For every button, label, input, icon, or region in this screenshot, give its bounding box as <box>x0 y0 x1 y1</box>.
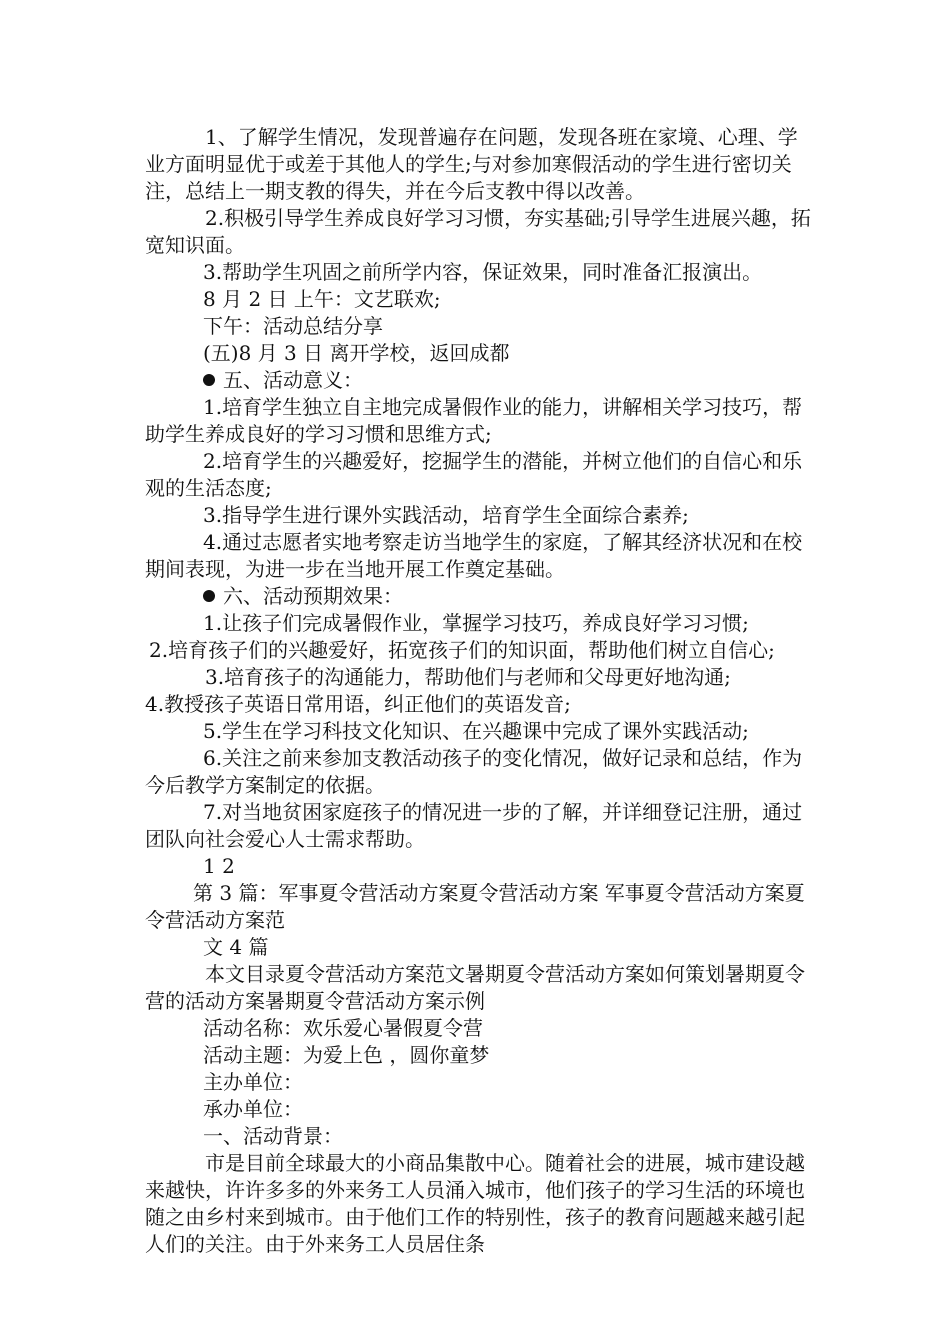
paragraph: 2.培育学生的兴趣爱好，挖掘学生的潜能，并树立他们的自信心和乐观的生活态度; <box>145 449 803 500</box>
paragraph <box>145 367 815 394</box>
paragraph: 本文目录夏令营活动方案范文暑期夏令营活动方案如何策划暑期夏令营的活动方案暑期夏令营活动方案示例 <box>145 962 805 1013</box>
paragraph: 5.学生在学习科技文化知识、在兴趣课中完成了课外实践活动; <box>203 719 749 743</box>
paragraph-text: 六、活动预期效果： <box>223 584 403 608</box>
paragraph: 1.让孩子们完成暑假作业，掌握学习技巧，养成良好学习习惯; <box>203 611 749 635</box>
document-body <box>145 124 815 1258</box>
paragraph: 市是目前全球最大的小商品集散中心。随着社会的进展，城市建设越来越快，许许多多的外来务工人员涌入城市，他们孩子的学习生活的环境也随之由乡村来到城市。由于他们工作的特别性，孩子的教育问题越来越引起人们的关注。由于外来务工人员居住条 <box>145 1151 805 1256</box>
paragraph: 主办单位： <box>203 1070 303 1094</box>
paragraph: 活动名称：欢乐爱心暑假夏令营 <box>203 1016 483 1040</box>
paragraph: 2.积极引导学生养成良好学习习惯，夯实基础;引导学生进展兴趣，拓宽知识面。 <box>145 206 811 257</box>
paragraph: 2.培育孩子们的兴趣爱好，拓宽孩子们的知识面，帮助他们树立自信心; <box>149 638 775 662</box>
paragraph: 6.关注之前来参加支教活动孩子的变化情况，做好记录和总结，作为今后教学方案制定的依据。 <box>145 746 803 797</box>
paragraph: 一、活动背景： <box>203 1124 343 1148</box>
paragraph: 承办单位： <box>203 1097 303 1121</box>
paragraph: 下午：活动总结分享 <box>203 314 383 338</box>
paragraph: 3.帮助学生巩固之前所学内容，保证效果，同时准备汇报演出。 <box>203 260 763 284</box>
paragraph: 第 3 篇：军事夏令营活动方案夏令营活动方案 军事夏令营活动方案夏令营活动方案范 <box>145 881 805 932</box>
paragraph-text: 五、活动意义： <box>223 368 363 392</box>
paragraph: 4.通过志愿者实地考察走访当地学生的家庭，了解其经济状况和在校期间表现，为进一步在当地开展工作奠定基础。 <box>145 530 803 581</box>
paragraph: 3.培育孩子的沟通能力，帮助他们与老师和父母更好地沟通; <box>205 665 731 689</box>
paragraph: 1 2 <box>203 854 235 878</box>
paragraph: 7.对当地贫困家庭孩子的情况进一步的了解，并详细登记注册，通过团队向社会爱心人士需求帮助。 <box>145 800 803 851</box>
paragraph: 1.培育学生独立自主地完成暑假作业的能力，讲解相关学习技巧，帮助学生养成良好的学习习惯和思维方式; <box>145 395 803 446</box>
paragraph <box>145 583 815 610</box>
paragraph: 8 月 2 日 上午：文艺联欢; <box>203 287 441 311</box>
paragraph: 活动主题：为爱上色 ，圆你童梦 <box>203 1043 490 1067</box>
bullet-icon <box>203 374 215 386</box>
paragraph: 文 4 篇 <box>203 935 269 959</box>
paragraph: (五)8 月 3 日 离开学校，返回成都 <box>203 341 510 365</box>
bullet-icon <box>203 590 215 602</box>
paragraph: 4.教授孩子英语日常用语，纠正他们的英语发音; <box>145 692 571 716</box>
paragraph: 3.指导学生进行课外实践活动，培育学生全面综合素养; <box>203 503 689 527</box>
paragraph: 1、了解学生情况，发现普遍存在问题，发现各班在家境、心理、学业方面明显优于或差于其他人的学生;与对参加寒假活动的学生进行密切关注，总结上一期支教的得失，并在今后支教中得以改善。 <box>145 125 798 203</box>
